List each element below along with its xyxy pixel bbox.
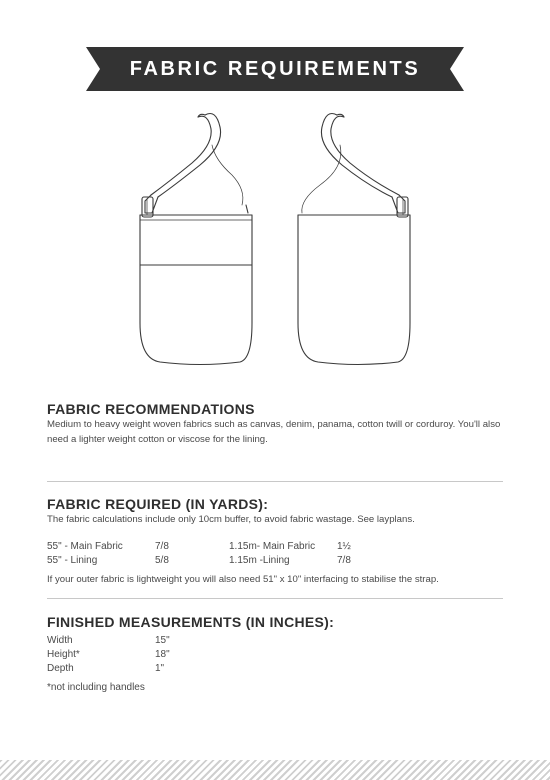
- section-heading-fabric-required: FABRIC REQUIRED (IN YARDS):: [47, 496, 269, 512]
- section-heading-finished-measurements: FINISHED MEASUREMENTS (IN INCHES):: [47, 614, 335, 630]
- fabric-row-label: 55" - Main Fabric: [47, 541, 123, 552]
- fabric-row-label: 55" - Lining: [47, 555, 98, 566]
- fabric-row-value-metric: 7/8: [337, 555, 351, 566]
- recommendations-text: Medium to heavy weight woven fabrics such as canvas, denim, panama, cotton twill or corduroy. You'll also need a lighter weight cotton or viscose for the lining.: [47, 419, 501, 445]
- measurement-value: 18": [155, 649, 170, 660]
- measurements-footnote: *not including handles: [47, 682, 145, 693]
- bag-illustrations: [0, 105, 550, 375]
- section-heading-recommendations: FABRIC RECOMMENDATIONS: [47, 401, 255, 417]
- measurement-label: Width: [47, 635, 73, 646]
- bag-front-view: [140, 114, 252, 365]
- fabric-required-intro: The fabric calculations include only 10cm buffer, to avoid fabric wastage. See layplans.: [47, 514, 415, 525]
- fabric-row-value: 5/8: [155, 555, 169, 566]
- fabric-row-value: 7/8: [155, 541, 169, 552]
- bag-back-view: [298, 114, 410, 365]
- interfacing-note: If your outer fabric is lightweight you will also need 51" x 10" interfacing to stabilise the strap.: [47, 574, 439, 585]
- measurement-value: 1": [155, 663, 165, 674]
- fabric-row-label-metric: 1.15m- Main Fabric: [229, 541, 316, 552]
- section-divider: [47, 598, 503, 599]
- fabric-row-label-metric: 1.15m -Lining: [229, 555, 290, 566]
- measurement-label: Height*: [47, 649, 80, 660]
- section-divider: [47, 481, 503, 482]
- page-title: FABRIC REQUIREMENTS: [129, 58, 421, 80]
- measurement-value: 15": [155, 635, 170, 646]
- measurement-label: Depth: [47, 663, 74, 674]
- fabric-row-value-metric: 1½: [337, 541, 351, 552]
- title-banner: [86, 47, 464, 91]
- footer-stripe-band: [0, 760, 550, 780]
